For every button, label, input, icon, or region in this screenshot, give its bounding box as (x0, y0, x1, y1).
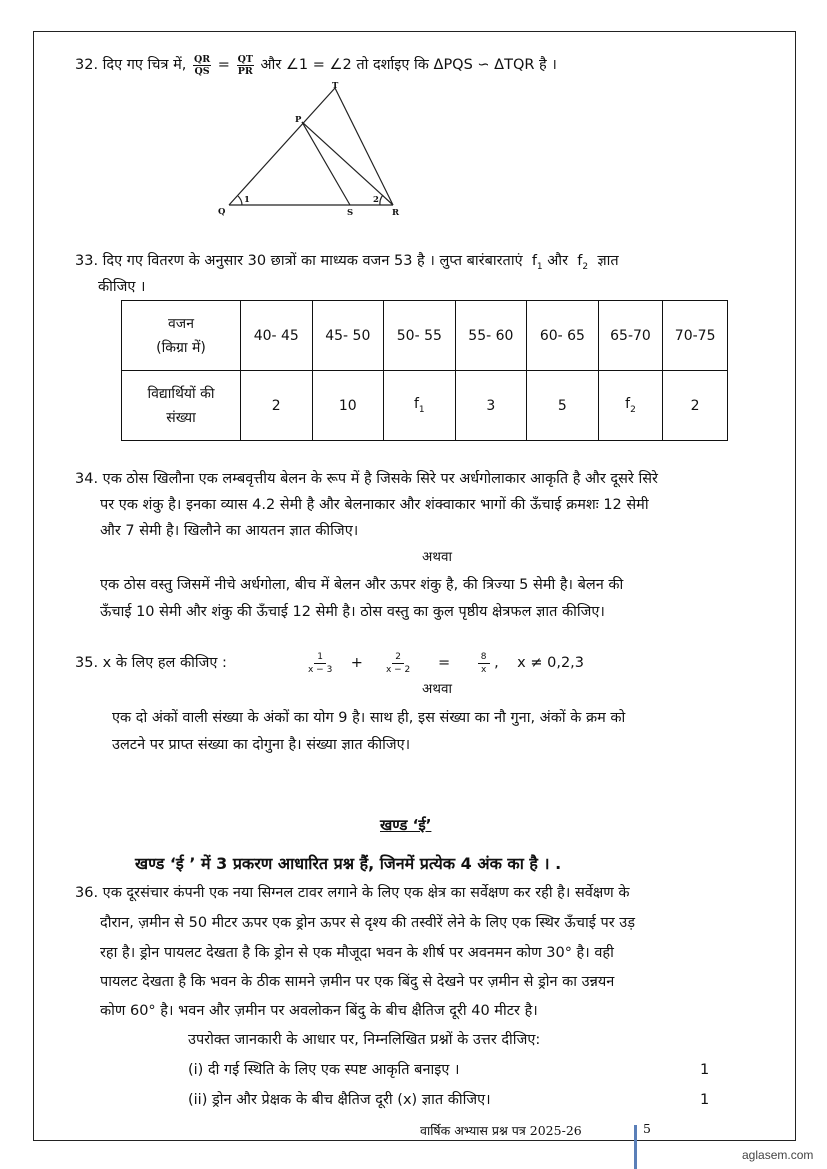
question-text: एक ठोस वस्तु जिसमें नीचे अर्धगोला, बीच में बेलन और ऊपर शंकु है, की त्रिज्या 5 सेमी है। बेलन की (100, 577, 624, 593)
question-text: एक ठोस खिलौना एक लम्बवृत्तीय बेलन के रूप में है जिसके सिरे पर अर्धगोलाकार आकृति है और दूसरे सिरे (102, 471, 658, 487)
question-text: पर एक शंकु है। इनका व्यास 4.2 सेमी है और बेलनाकार और शंक्वाकार भागों की ऊँचाई क्रमशः 12 सेमी (100, 497, 649, 513)
class-cell: 60- 65 (527, 301, 599, 371)
equation-35: $\frac{1}{x - 3}$ + $\frac{2}{x - 2}$ = $\frac{8}{x}$ , x ≠ 0,2,3 (308, 651, 584, 675)
freq-cell: 2 (241, 371, 313, 441)
footer-title: वार्षिक अभ्यास प्रश्न पत्र 2025-26 (420, 1123, 582, 1138)
table-row-weight (122, 301, 728, 371)
question-text: दिए गए वितरण के अनुसार 30 छात्रों का माध्यक वजन 53 है । लुप्त बारंबारताएं (102, 253, 523, 269)
fraction-3: $\frac{8}{x}$ (478, 651, 490, 676)
question-text: उपरोक्त जानकारी के आधार पर, निम्नलिखित प्रश्नों के उत्तर दीजिए: (188, 1032, 541, 1048)
question-text: एक दूरसंचार कंपनी एक नया सिग्नल टावर लगाने के लिए एक क्षेत्र का सर्वेक्षण कर रही है। सर्वेक्षण के (102, 885, 630, 901)
class-cell: 50- 55 (384, 301, 456, 371)
label-r: R (392, 208, 400, 218)
label-t: T (332, 82, 339, 91)
marks-ii: 1 (700, 1092, 710, 1108)
question-text: x के लिए हल कीजिए : (102, 655, 227, 671)
table-row-students (122, 371, 728, 441)
freq-cell: 2 (663, 371, 728, 441)
question-32: 32. दिए गए चित्र में, $\frac{QR}{QS}$ = $\frac{QT}{PR}$ और ∠1 = ∠2 तो दर्शाइए कि ΔPQS ∽ ΔTQR है । (75, 53, 557, 77)
question-number: 33. (75, 253, 99, 269)
class-cell: 70-75 (663, 301, 728, 371)
class-cell: 65-70 (598, 301, 663, 371)
segment-ps (302, 122, 350, 205)
question-text: उलटने पर प्राप्त संख्या का दोगुना है। संख्या ज्ञात कीजिए। (112, 737, 411, 753)
freq-cell: $f_1$ (384, 371, 456, 441)
question-number: 35. (75, 655, 99, 671)
freq-cell: $f_2$ (598, 371, 663, 441)
label-angle-1: 1 (244, 195, 250, 205)
question-36 (75, 880, 629, 906)
segment-qt (229, 88, 335, 205)
question-text: और 7 सेमी है। खिलौने का आयतन ज्ञात कीजिए। (100, 523, 359, 539)
fraction-qt-pr: $\frac{QT}{PR}$ (237, 53, 253, 77)
table-header-weight: वजन (किग्रा में) (122, 301, 241, 371)
class-cell: 45- 50 (312, 301, 384, 371)
class-cell: 40- 45 (241, 301, 313, 371)
question-text: पायलट देखता है कि भवन के ठीक सामने ज़मीन पर एक बिंदु से देखने पर ज़मीन से ड्रोन का उन्नयन (100, 974, 615, 990)
sub-question-i: (i) दी गई स्थिति के लिए एक स्पष्ट आकृति बनाइए । (188, 1062, 460, 1078)
angle-2-arc (380, 195, 383, 205)
question-text: और ∠1 = ∠2 तो दर्शाइए कि ΔPQS ∽ ΔTQR है । (260, 57, 557, 73)
freq-cell: 10 (312, 371, 384, 441)
question-text: ऊँचाई 10 सेमी और शंकु की ऊँचाई 12 सेमी है। ठोस वस्तु का कुल पृष्ठीय क्षेत्रफल ज्ञात कीजिए। (100, 604, 605, 620)
question-text: रहा है। ड्रोन पायलट देखता है कि ड्रोन से एक मौजूदा भवन के शीर्ष पर अवनमन कोण 30° है। वही (100, 945, 614, 961)
marks-i: 1 (700, 1062, 710, 1078)
table-header-students: विद्यार्थियों की संख्या (122, 371, 241, 441)
or-label: अथवा (422, 681, 452, 697)
angle-1-arc (238, 196, 242, 205)
question-number: 32. (75, 57, 99, 73)
distribution-table (121, 300, 728, 441)
section-note: खण्ड ‘ई ’ में 3 प्रकरण आधारित प्रश्न हैं, जिनमें प्रत्येक 4 अंक का है । . (135, 854, 562, 873)
label-s: S (347, 208, 354, 218)
question-33: 33. दिए गए वितरण के अनुसार 30 छात्रों का माध्यक वजन 53 है । लुप्त बारंबारताएं $f_1$ और $f_2$ ज्ञात (75, 253, 619, 272)
fraction-qr-qs: $\frac{QR}{QS}$ (194, 53, 211, 77)
label-q: Q (218, 207, 226, 217)
question-35 (75, 650, 227, 676)
question-number: 36. (75, 885, 99, 901)
page-number: 5 (643, 1121, 651, 1136)
watermark: aglasem.com (742, 1148, 814, 1162)
segment-pr (302, 122, 393, 205)
freq-cell: 3 (455, 371, 527, 441)
triangle-figure (215, 82, 415, 222)
sub-question-ii: (ii) ड्रोन और प्रेक्षक के बीच क्षैतिज दूरी (x) ज्ञात कीजिए। (188, 1092, 491, 1108)
freq-cell: 5 (527, 371, 599, 441)
or-label: अथवा (422, 549, 452, 565)
footer-divider (634, 1125, 637, 1169)
question-number: 34. (75, 471, 99, 487)
question-text: दौरान, ज़मीन से 50 मीटर ऊपर एक ड्रोन ऊपर से दृश्य की तस्वीरें लेने के लिए एक स्थिर ऊँचाई पर उड़ (100, 915, 635, 931)
label-angle-2: 2 (373, 195, 379, 205)
segment-tr (335, 88, 393, 205)
question-34 (75, 466, 658, 492)
question-text: एक दो अंकों वाली संख्या के अंकों का योग 9 है। साथ ही, इस संख्या का नौ गुना, अंकों के क्रम को (112, 710, 626, 726)
section-title: खण्ड ‘ई’ (380, 816, 432, 834)
label-p: P (295, 115, 302, 125)
class-cell: 55- 60 (455, 301, 527, 371)
question-text: कोण 60° है। भवन और ज़मीन पर अवलोकन बिंदु के बीच क्षैतिज दूरी 40 मीटर है। (100, 1003, 538, 1019)
question-text: कीजिए । (98, 279, 146, 295)
fraction-1: $\frac{1}{x - 3}$ (308, 651, 333, 675)
fraction-2: $\frac{2}{x - 2}$ (385, 651, 411, 675)
question-text: दिए गए चित्र में, (102, 57, 187, 73)
